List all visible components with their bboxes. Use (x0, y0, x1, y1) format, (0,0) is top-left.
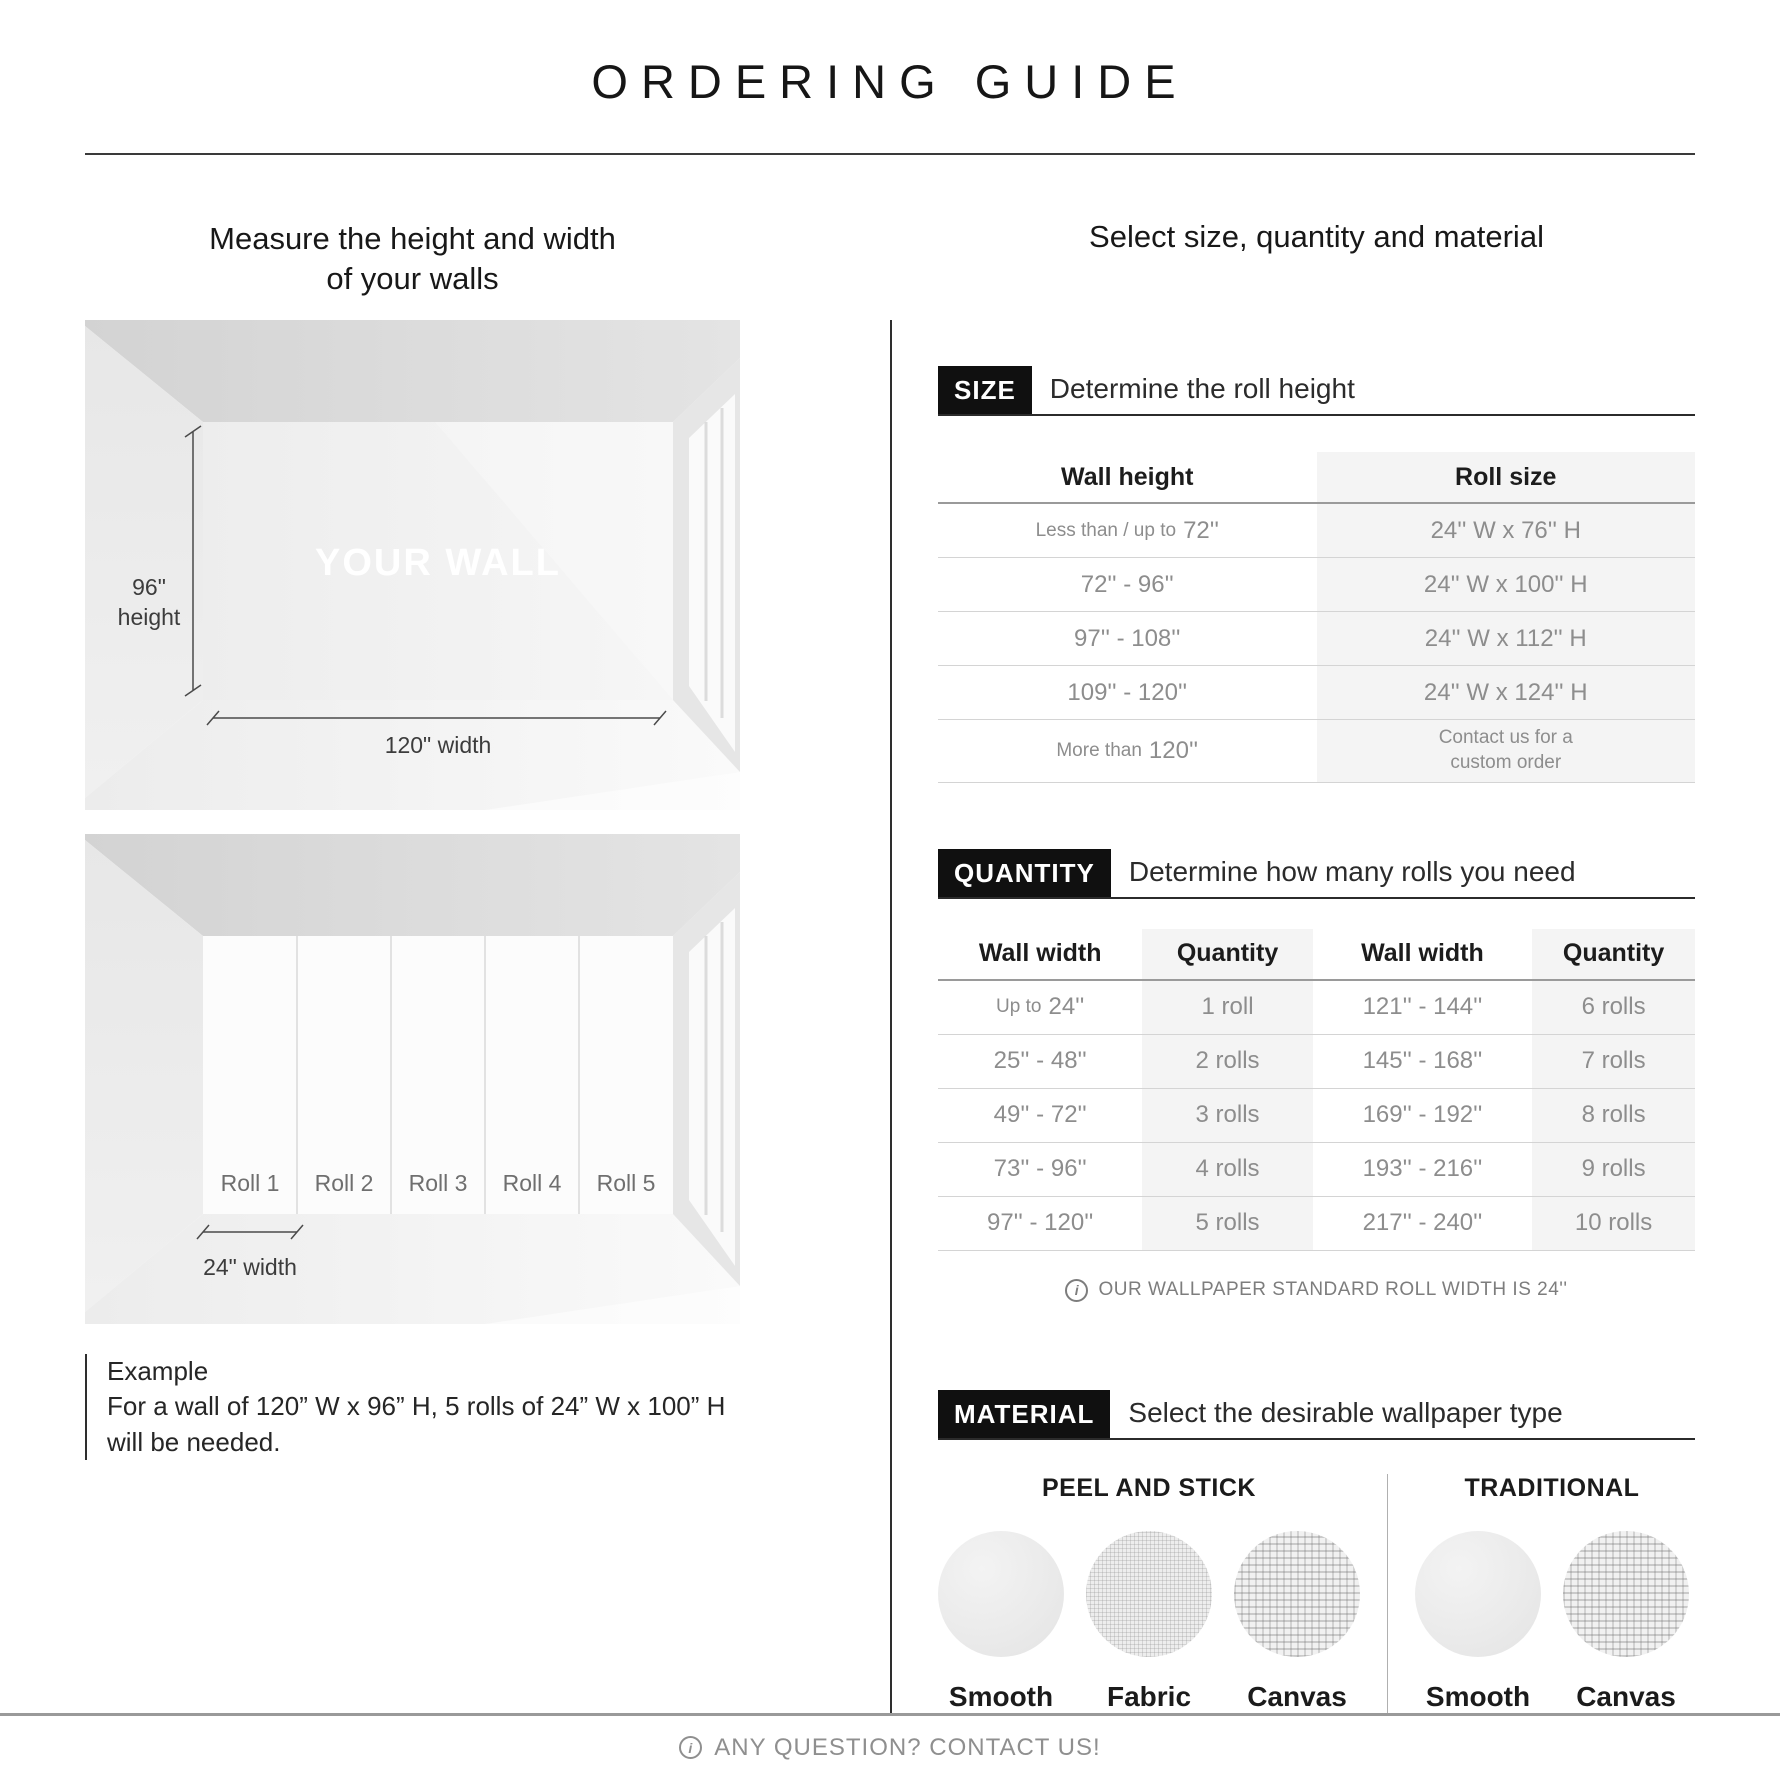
note-text: OUR WALLPAPER STANDARD ROLL WIDTH IS 24'' (1098, 1279, 1568, 1301)
material-section (938, 1390, 1695, 1713)
material-swatch (938, 1531, 1064, 1713)
example-line2: will be needed. (107, 1426, 281, 1457)
cell-prefix: Less than / up to (1035, 519, 1177, 541)
select-column (890, 320, 1695, 1712)
quantity-cell: 7 rolls (1532, 1035, 1695, 1088)
size-badge: SIZE (938, 366, 1032, 414)
traditional-swatches (1415, 1531, 1689, 1713)
info-icon: i (679, 1736, 702, 1759)
traditional-title: TRADITIONAL (1464, 1473, 1640, 1502)
wall-width-cell (938, 1197, 1142, 1250)
quantity-table-row (938, 1089, 1695, 1143)
wall-width-cell: 217'' - 240'' (1362, 1209, 1483, 1237)
wall-width-cell (938, 981, 1142, 1034)
example-title: Example (107, 1356, 209, 1387)
material-section-header (938, 1390, 1695, 1440)
roll-label: Roll 4 (502, 1170, 562, 1197)
size-table-row (938, 666, 1695, 720)
wall-width-cell (938, 1089, 1142, 1142)
size-table-row (938, 720, 1695, 782)
quantity-column-header-2: Quantity (1532, 929, 1695, 979)
canvas-texture-icon (1234, 1531, 1360, 1657)
quantity-table-row (938, 1197, 1695, 1251)
cell-value: 72'' (1183, 516, 1219, 544)
measure-column (85, 320, 740, 1459)
left-heading-line2: of your walls (326, 260, 499, 296)
wall-width-cell: 193'' - 216'' (1362, 1155, 1483, 1183)
roll-size-cell (1317, 720, 1696, 781)
standard-roll-width-note (938, 1279, 1695, 1302)
roll-size-cell: 24'' W x 100'' H (1317, 558, 1696, 611)
roll-width-dimension-label: 24" width (203, 1254, 297, 1281)
wall-width-cell: 145'' - 168'' (1362, 1047, 1483, 1075)
material-groups (938, 1474, 1695, 1713)
wall-width-column-header-2: Wall width (1361, 939, 1484, 968)
wall-height-cell (938, 504, 1317, 557)
roll-label: Roll 3 (408, 1170, 468, 1197)
material-badge: MATERIAL (938, 1390, 1110, 1438)
material-group-divider (1387, 1474, 1388, 1713)
size-table-row (938, 504, 1695, 558)
quantity-table (938, 929, 1695, 1251)
cell-value: 97'' - 120'' (986, 1209, 1094, 1237)
cell-value: 72'' - 96'' (1080, 570, 1174, 598)
quantity-section-header (938, 849, 1695, 899)
cell-value: 25'' - 48'' (993, 1047, 1087, 1075)
cell-value: 120'' (1148, 737, 1199, 765)
column-headings (85, 219, 1695, 298)
size-section (938, 366, 1695, 782)
quantity-cell: 10 rolls (1532, 1197, 1695, 1250)
height-value: 96" (132, 574, 166, 601)
fabric-texture-icon (1086, 1531, 1212, 1657)
your-wall-label: YOUR WALL (315, 542, 561, 585)
wall-width-dimension-label: 120" width (384, 732, 492, 759)
smooth-texture-icon (1415, 1531, 1541, 1657)
swatch-label: Fabric (1106, 1680, 1192, 1712)
quantity-cell: 9 rolls (1532, 1143, 1695, 1196)
size-table-rows (938, 504, 1695, 782)
wall-width-column-header-1: Wall width (978, 939, 1102, 968)
room-rolls-view-icon (85, 834, 740, 1324)
size-section-header (938, 366, 1695, 416)
wall-width-cell (938, 1035, 1142, 1088)
quantity-table-row (938, 1143, 1695, 1197)
size-table-row (938, 612, 1695, 666)
wall-width-cell (938, 1143, 1142, 1196)
roll-label: Roll 2 (314, 1170, 374, 1197)
quantity-cell: 1 roll (1142, 981, 1312, 1034)
quantity-table-row (938, 1035, 1695, 1089)
material-swatch (1415, 1531, 1541, 1713)
peel-and-stick-swatches (938, 1531, 1360, 1713)
title-divider (85, 153, 1695, 155)
room-illustration-rolls (85, 834, 740, 1324)
peel-and-stick-group (938, 1474, 1360, 1713)
quantity-cell: 3 rolls (1142, 1089, 1312, 1142)
quantity-cell: 4 rolls (1142, 1143, 1312, 1196)
example-note (85, 1354, 740, 1459)
wall-width-cell: 169'' - 192'' (1362, 1101, 1483, 1129)
wall-height-cell (938, 612, 1317, 665)
size-table (938, 452, 1695, 782)
material-swatch (1563, 1531, 1689, 1713)
quantity-cell: 2 rolls (1142, 1035, 1312, 1088)
quantity-cell: 5 rolls (1142, 1197, 1312, 1250)
traditional-group (1415, 1474, 1689, 1713)
cell-prefix: Up to (996, 996, 1042, 1018)
cell-value: 49'' - 72'' (993, 1101, 1087, 1129)
size-section-title: Determine the roll height (1049, 373, 1355, 405)
roll-labels (203, 1170, 673, 1197)
height-word: height (117, 604, 181, 631)
quantity-badge: QUANTITY (938, 849, 1111, 897)
material-swatch (1086, 1531, 1212, 1713)
example-line1: For a wall of 120” W x 96” H, 5 rolls of 24” W x 100” H (107, 1391, 726, 1422)
roll-size-line: Contact us for a (1438, 727, 1573, 749)
roll-size-cell: 24'' W x 112'' H (1317, 612, 1696, 665)
footer-contact (0, 1716, 1780, 1788)
wall-height-column-header: Wall height (1061, 462, 1194, 491)
left-heading (85, 219, 740, 298)
wall-height-cell (938, 720, 1317, 781)
left-heading-line1: Measure the height and width (209, 221, 616, 256)
footer-contact-text: ANY QUESTION? CONTACT US! (714, 1733, 1101, 1761)
wall-width-cell: 121'' - 144'' (1362, 993, 1483, 1021)
wall-height-dimension-label (99, 573, 199, 633)
quantity-section (938, 849, 1695, 1302)
quantity-table-rows (938, 981, 1695, 1251)
cell-value: 24'' (1048, 993, 1085, 1021)
cell-prefix: More than (1056, 740, 1142, 762)
swatch-label: Smooth (1425, 1680, 1531, 1712)
roll-label: Roll 1 (220, 1170, 280, 1197)
cell-value: 73'' - 96'' (993, 1155, 1087, 1183)
roll-size-line: custom order (1450, 752, 1562, 774)
cell-value: 109'' - 120'' (1067, 678, 1188, 706)
peel-and-stick-title: PEEL AND STICK (1042, 1473, 1256, 1502)
quantity-column-header-1: Quantity (1142, 929, 1312, 979)
right-heading: Select size, quantity and material (1089, 219, 1544, 254)
quantity-cell: 8 rolls (1532, 1089, 1695, 1142)
page-title: ORDERING GUIDE (591, 55, 1189, 108)
size-table-row (938, 558, 1695, 612)
quantity-section-title: Determine how many rolls you need (1128, 855, 1576, 887)
canvas-texture-icon (1563, 1531, 1689, 1657)
roll-label: Roll 5 (596, 1170, 656, 1197)
quantity-table-header (938, 929, 1695, 981)
swatch-label: Canvas (1247, 1680, 1347, 1712)
size-table-header (938, 452, 1695, 504)
wall-height-cell (938, 666, 1317, 719)
swatch-label: Canvas (1576, 1680, 1676, 1712)
swatch-label: Smooth (948, 1680, 1054, 1712)
info-icon: i (1065, 1279, 1088, 1302)
material-swatch (1234, 1531, 1360, 1713)
quantity-table-row (938, 981, 1695, 1035)
roll-size-cell: 24'' W x 124'' H (1317, 666, 1696, 719)
wall-height-cell (938, 558, 1317, 611)
room-illustration-measured-wall (85, 320, 740, 810)
roll-size-cell: 24'' W x 76'' H (1317, 504, 1696, 557)
roll-size-column-header: Roll size (1317, 452, 1696, 502)
material-section-title: Select the desirable wallpaper type (1128, 1396, 1563, 1428)
smooth-texture-icon (938, 1531, 1064, 1657)
quantity-cell: 6 rolls (1532, 981, 1695, 1034)
cell-value: 97'' - 108'' (1074, 624, 1181, 652)
